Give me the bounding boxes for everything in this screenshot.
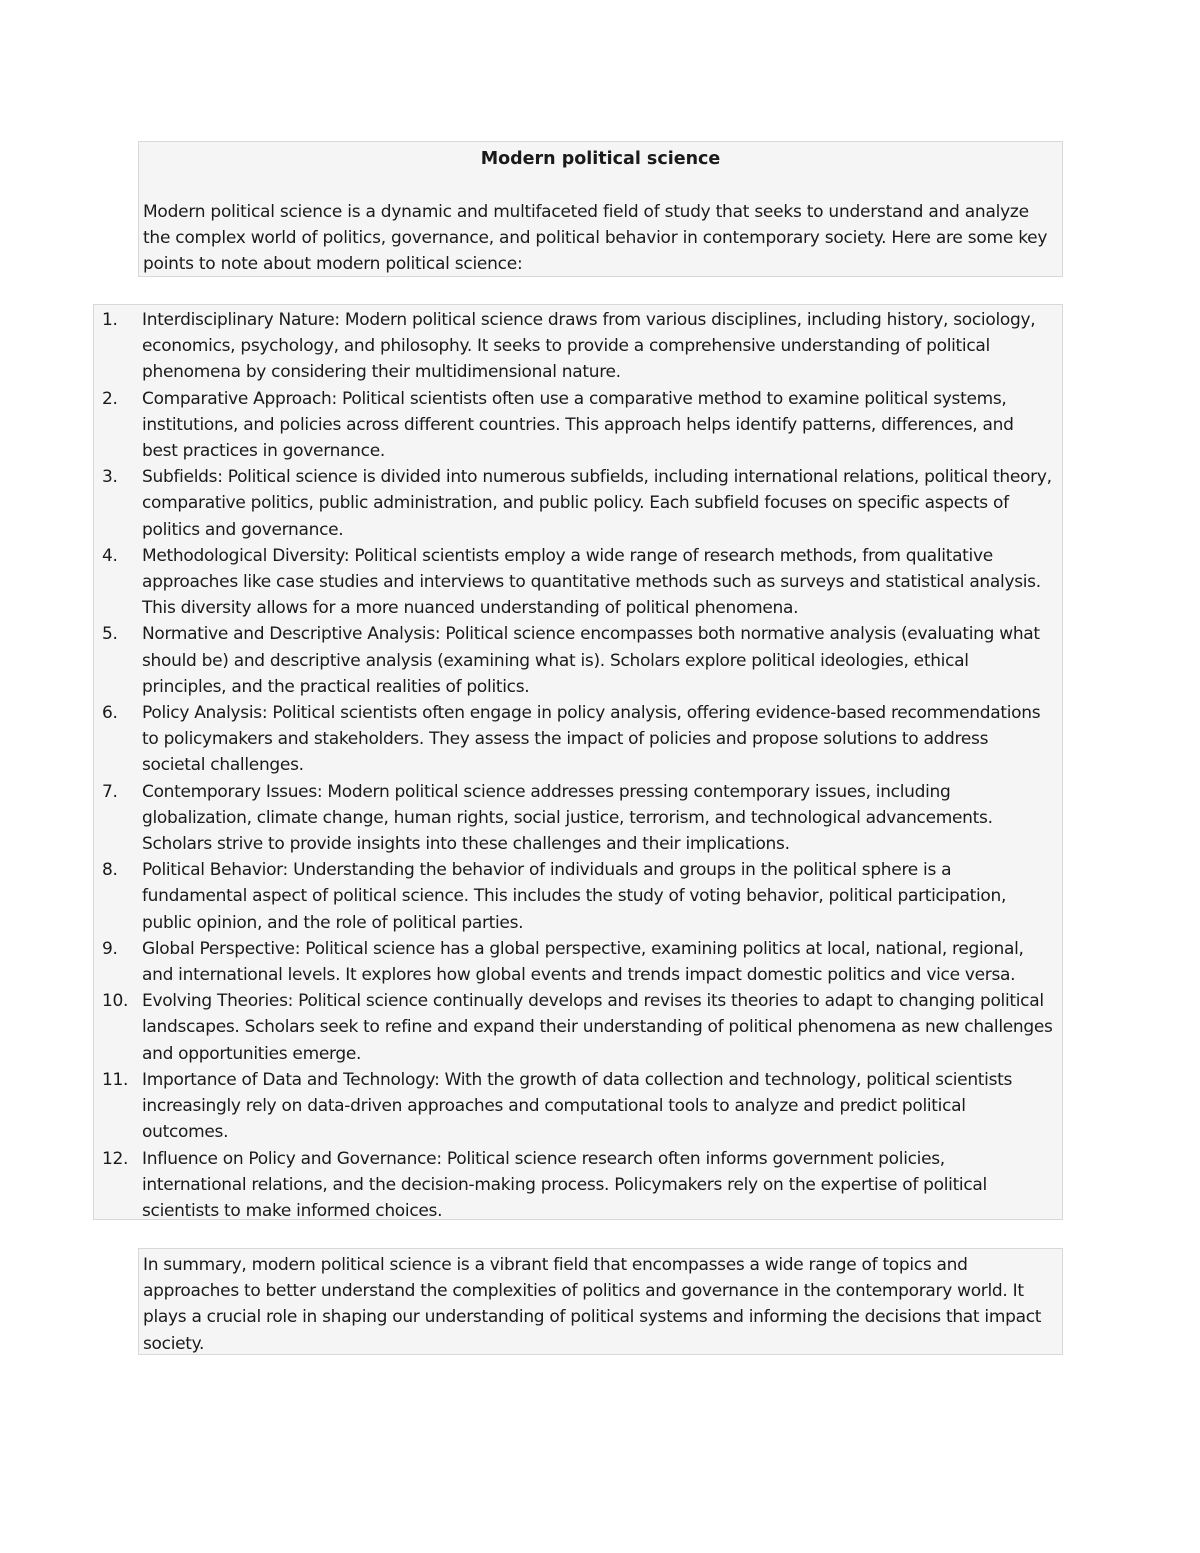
list-item <box>94 779 1062 858</box>
list-item-text: Influence on Policy and Governance: Political science research often informs government policies, international relations, and the decision-making process. Policymakers rely on the expertise of political scientists to make informed choices. <box>142 1148 987 1221</box>
intro-paragraph: Modern political science is a dynamic and multifaceted field of study that seeks to understand and analyze the complex world of politics, governance, and political behavior in contemporary society. Here are some key points to note about modern political science: <box>143 202 1048 275</box>
list-item <box>94 988 1062 1067</box>
list-item-text: Comparative Approach: Political scientists often use a comparative method to examine political systems, institutions, and policies across different countries. This approach helps identify patterns, differences, and best practices in governance. <box>142 388 1014 462</box>
list-item-text: Policy Analysis: Political scientists often engage in policy analysis, offering evidence-based recommendations to policymakers and stakeholders. They assess the impact of policies and propose solutions to address societal challenges. <box>142 703 1041 776</box>
list-item <box>94 1146 1062 1225</box>
list-item <box>94 307 1062 386</box>
intro-box <box>138 141 1063 277</box>
key-points-box <box>93 304 1063 1220</box>
list-item-text: Subfields: Political science is divided into numerous subfields, including international relations, political theory, comparative politics, public administration, and public policy. Each subfield focuses on specific aspects of politics and governance. <box>142 467 1052 540</box>
list-item-text: Contemporary Issues: Modern political science addresses pressing contemporary issues, including globalization, climate change, human rights, social justice, terrorism, and technological advancements. Scholars strive to provide insights into these challenges and their implications. <box>142 781 993 855</box>
list-item <box>94 464 1062 543</box>
key-points-list <box>94 307 1062 1224</box>
list-item-text: Evolving Theories: Political science continually develops and revises its theories to adapt to changing political landscapes. Scholars seek to refine and expand their understanding of political phenomena as new challenges and opportunities emerge. <box>142 991 1053 1064</box>
list-item <box>94 1067 1062 1146</box>
list-item-number: 10. <box>102 991 129 1012</box>
list-item-number: 2. <box>102 388 118 409</box>
list-item <box>94 936 1062 988</box>
list-item-number: 6. <box>102 703 118 724</box>
document-title: Modern political science <box>480 149 721 169</box>
list-item-text: Interdisciplinary Nature: Modern political science draws from various disciplines, including history, sociology, economics, psychology, and philosophy. It seeks to provide a comprehensive understanding of political phenomena by considering their multidimensional nature. <box>142 310 1036 383</box>
summary-box <box>138 1248 1063 1355</box>
list-item-number: 7. <box>102 781 118 802</box>
list-item-text: Global Perspective: Political science has a global perspective, examining politics at local, national, regional, and international levels. It explores how global events and trends impact domestic politics and vice versa. <box>142 938 1024 986</box>
list-item <box>94 621 1062 700</box>
list-item-number: 8. <box>102 860 118 881</box>
list-item-text: Normative and Descriptive Analysis: Political science encompasses both normative analysis (evaluating what should be) and descriptive analysis (examining what is). Scholars explore political ideologies, ethical principles, and the practical realities of politics. <box>142 624 1040 697</box>
list-item-number: 1. <box>102 310 118 330</box>
list-item <box>94 543 1062 622</box>
list-item-number: 11. <box>102 1069 129 1090</box>
list-item-number: 3. <box>102 467 118 488</box>
list-item-number: 12. <box>102 1148 129 1169</box>
list-item <box>94 386 1062 465</box>
summary-paragraph: In summary, modern political science is a vibrant field that encompasses a wide range of topics and approaches to better understand the complexities of politics and governance in the contemporary world. It plays a crucial role in shaping our understanding of political systems and informing the decisions that impact society. <box>143 1255 1042 1354</box>
list-item-text: Importance of Data and Technology: With the growth of data collection and technology, political scientists increasingly rely on data-driven approaches and computational tools to analyze and predict political outcomes. <box>142 1069 1013 1143</box>
list-item-text: Methodological Diversity: Political scientists employ a wide range of research methods, from qualitative approaches like case studies and interviews to quantitative methods such as surveys and statistical analysis. This diversity allows for a more nuanced understanding of political phenomena. <box>142 545 1041 619</box>
list-item <box>94 700 1062 779</box>
list-item-number: 9. <box>102 938 118 959</box>
list-item-number: 4. <box>102 545 118 566</box>
list-item-text: Political Behavior: Understanding the behavior of individuals and groups in the political sphere is a fundamental aspect of political science. This includes the study of voting behavior, political participation, public opinion, and the role of political parties. <box>142 860 1007 933</box>
list-item <box>94 857 1062 936</box>
list-item-number: 5. <box>102 624 118 645</box>
